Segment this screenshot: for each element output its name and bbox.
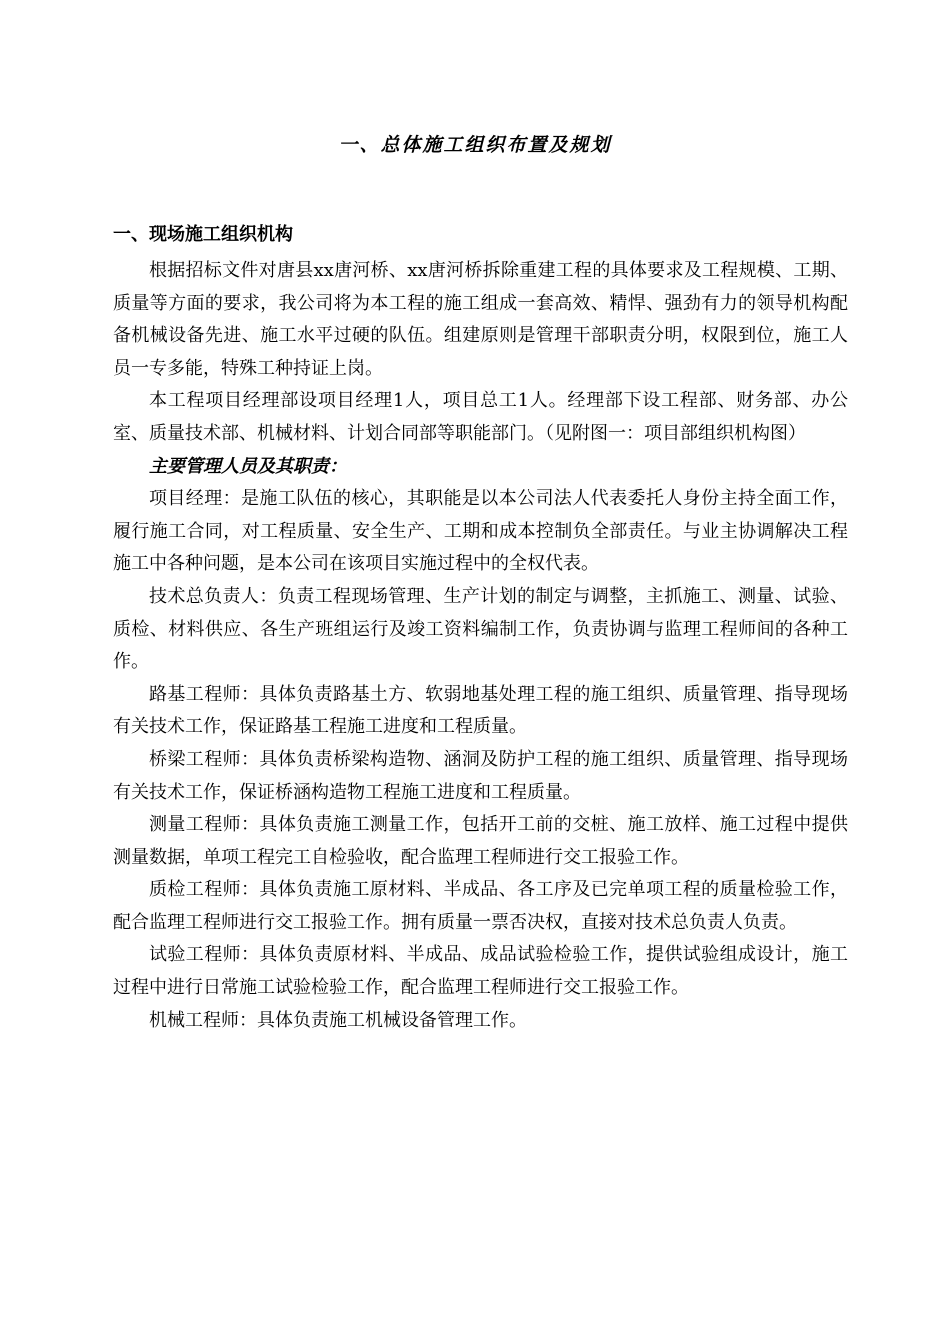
role-paragraph-bridge-engineer: 桥梁工程师：具体负责桥梁构造物、涵洞及防护工程的施工组织、质量管理、指导现场有关技术工作，保证桥涵构造物工程施工进度和工程质量。 xyxy=(113,748,848,803)
role-paragraph-test-engineer: 试验工程师：具体负责原材料、半成品、成品试验检验工作，提供试验组成设计，施工过程中进行日常施工试验检验工作，配合监理工程师进行交工报验工作。 xyxy=(113,944,848,999)
document-title: 一、总体施工组织布置及规划 xyxy=(338,134,612,156)
role-paragraph-project-manager: 项目经理：是施工队伍的核心，其职能是以本公司法人代表委托人身份主持全面工作，履行施工合同，对工程质量、安全生产、工期和成本控制负全部责任。与业主协调解决工程施工中各种问题，是本公司在该项目实施过程中的全权代表。 xyxy=(113,488,848,575)
document-body xyxy=(113,255,848,1037)
intro-paragraph: 本工程项目经理部设项目经理1人，项目总工1人。经理部下设工程部、财务部、办公室、质量技术部、机械材料、计划合同部等职能部门。（见附图一：项目部组织机构图） xyxy=(113,390,848,444)
role-paragraph-machinery-engineer: 机械工程师：具体负责施工机械设备管理工作。 xyxy=(149,1009,527,1031)
role-paragraph-quality-engineer: 质检工程师：具体负责施工原材料、半成品、各工序及已完单项工程的质量检验工作，配合监理工程师进行交工报验工作。拥有质量一票否决权，直接对技术总负责人负责。 xyxy=(113,879,848,933)
role-paragraph-survey-engineer: 测量工程师：具体负责施工测量工作，包括开工前的交桩、施工放样、施工过程中提供测量数据，单项工程完工自检验收，配合监理工程师进行交工报验工作。 xyxy=(113,814,848,868)
role-paragraph-roadbed-engineer: 路基工程师：具体负责路基土方、软弱地基处理工程的施工组织、质量管理、指导现场有关技术工作，保证路基工程施工进度和工程质量。 xyxy=(113,683,848,738)
intro-paragraph: 根据招标文件对唐县xx唐河桥、xx唐河桥拆除重建工程的具体要求及工程规模、工期、质量等方面的要求，我公司将为本工程的施工组成一套高效、精悍、强劲有力的领导机构配备机械设备先进、施工水平过硬的队伍。组建原则是管理干部职责分明，权限到位，施工人员一专多能，特殊工种持证上岗。 xyxy=(113,260,848,379)
role-paragraph-technical-lead: 技术总负责人：负责工程现场管理、生产计划的制定与调整，主抓施工、测量、试验、质检、材料供应、各生产班组运行及竣工资料编制工作，负责协调与监理工程师间的各种工作。 xyxy=(113,585,848,673)
section-heading: 一、现场施工组织机构 xyxy=(113,224,293,245)
roles-subheading: 主要管理人员及其职责： xyxy=(149,455,347,477)
